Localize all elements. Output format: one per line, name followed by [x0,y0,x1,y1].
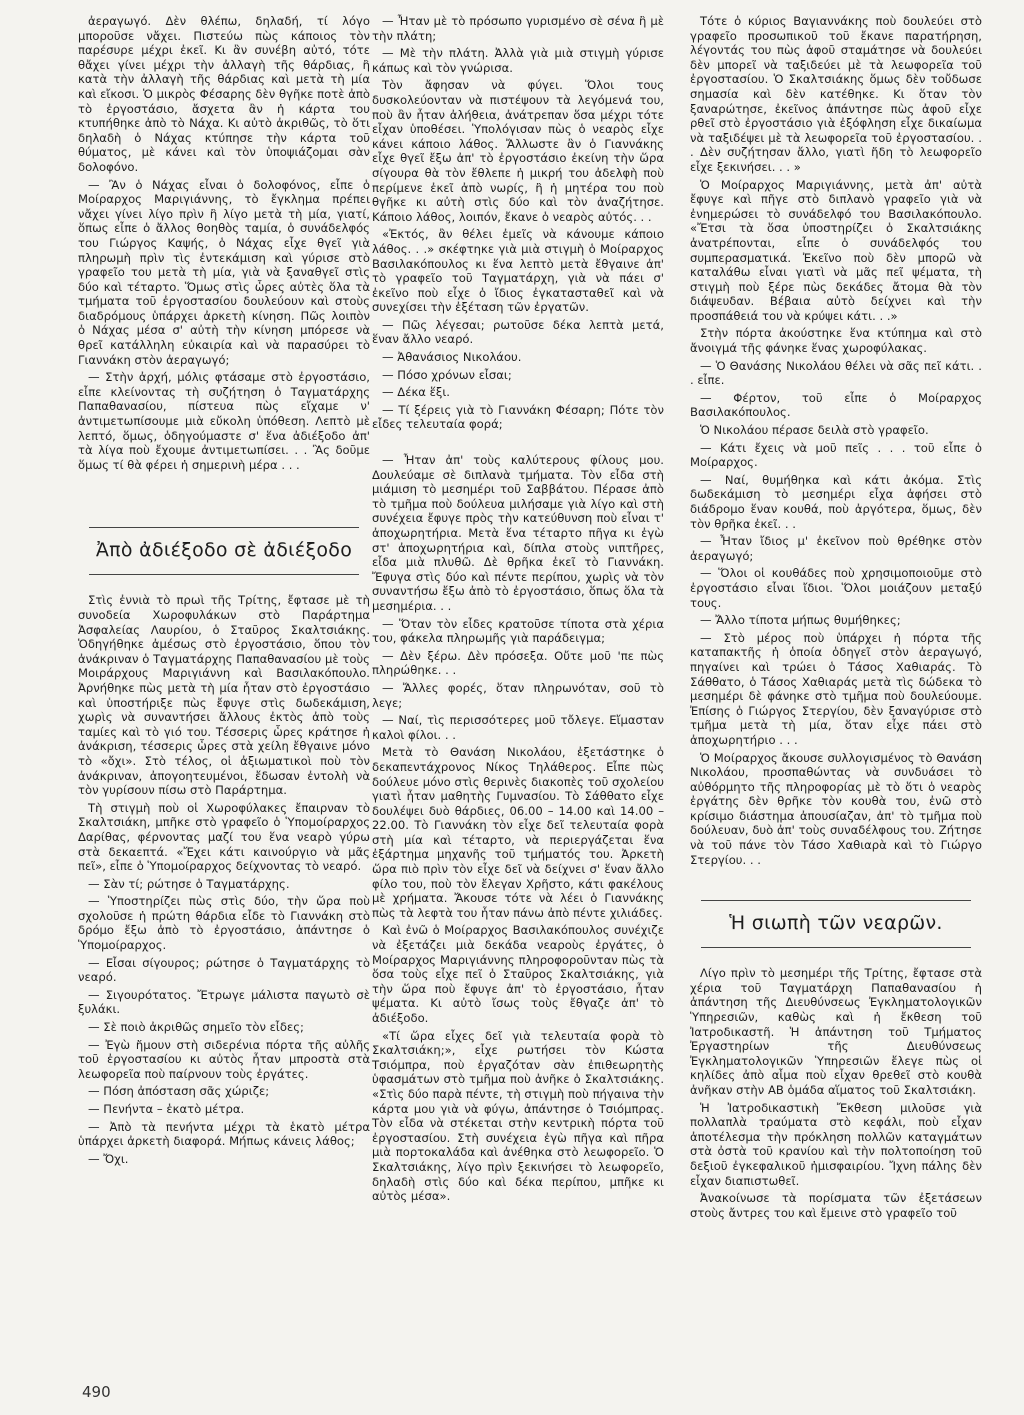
section-rule-top [89,527,359,528]
paragraph: — Σὲ ποιὸ ἀκριθῶς σημεῖο τὸν εἶδες; [88,1020,304,1035]
paragraph: — Σὰν τί; ρώτησε ὁ Ταγματάρχης. [88,876,290,891]
paragraph: — Πόση ἀπόσταση σᾶς χώριζε; [88,1084,270,1099]
paragraph: — Ὅλοι οἱ κουθάδες ποὺ χρησιμοποιοῦμε στὸ ἐργοστάσιο εἶναι ἴδιοι. Ὅλοι μοιάζουν μεταξύ τους. [690,566,982,610]
paragraph: — Πῶς λέγεσαι; ρωτοῦσε δέκα λεπτὰ μετά, ἕναν ἄλλο νεαρό. [372,317,664,347]
paragraph: Μετὰ τὸ Θανάση Νικολάου, ἐξετάστηκε ὁ δεκαπεντάχρονος Νίκος Τηλάθερος. Εἶπε πὼς δούλευε μόνο στὶς θερινὲς διακοπὲς τοῦ σχολείου γιατὶ ἦταν μαθητὴς Γυμνασίου. Τὸ Σάθθατο εἶχε δουλέψει δυὸ θάρδιες, 06.00 – 14.00 καὶ 14.00 – 22.00. Τὸ Γιαννάκη τὸν εἶχε δεῖ τελευταία φορὰ στὴ μία καὶ τέταρτο, νὰ περιεργάζεται ἕνα ἐξάρτημα μηχανῆς τοῦ τμήματός του. Ἀρκετὴ ὥρα πιὸ πρὶν τὸν εἶχε δεῖ νὰ δείχνει σ' ἕναν ἄλλο φίλο του, ποὺ τὸν ἔλεγαν Χρῆστο, κάτι φακέλους μὲ χρήματα. Ἄκουσε τότε νὰ λέει ὁ Γιαννάκης πὼς τὰ λεφτὰ του ἦταν πάνω ἀπὸ πέντε χιλιάδες. [372,745,664,920]
text-column-3 [690,14,982,1223]
paragraph: — Σιγουρότατος. Ἔτρωγε μάλιστα παγωτὸ σὲ ξυλάκι. [78,987,370,1017]
paragraph: — Κάτι ἔχεις νὰ μοῦ πεῖς . . . τοῦ εἶπε ὁ Μοίραρχος. [690,440,982,470]
paragraph: — Πόσο χρόνων εἶσαι; [382,367,512,382]
paragraph: — Πενήντα – ἑκατὸ μέτρα. [88,1102,245,1116]
paragraph: Ὁ Νικολάου πέρασε δειλὰ στὸ γραφεῖο. [700,423,929,438]
paragraph: — Ἦταν μὲ τὸ πρόσωπο γυρισμένο σὲ σένα ἢ μὲ τὴν πλάτη; [372,14,664,43]
paragraph: Τὴ στιγμὴ ποὺ οἱ Χωροφύλακες ἔπαιρναν τὸ Σκαλτσιάκη, μπῆκε στὸ γραφεῖο ὁ Ὑπομοίραρχος Δαρίθας, φέρνοντας μαζί του ἕνα νεαρὸ γύρω στὰ δεκαεπτά. «Ἔχει κάτι καινούργιο νὰ μᾶς πεῖ», εἶπε ὁ Ὑπομοίραρχος δείχνοντας τὸ νεαρό. [78,800,370,874]
paragraph: — Ἂν ὁ Νάχας εἶναι ὁ δολοφόνος, εἶπε ὁ Μοίραρχος Μαριγιάννης, τὸ ἔγκλημα πρέπει νἄχει γίνει λίγο πρὶν ἢ λίγο μετὰ τὴ μία, γιατί, ὅπως εἶπε ὁ ἄλλος θοηθὸς ταμία, ὁ συνάδελφός του Γιώργος Καψής, ὁ Νάχας εἶχε θγεῖ γιὰ πληρωμὴ πρὶν τὶς ἐντεκάμιση καὶ γύρισε στὸ γραφεῖο του μετὰ τὴ μία, γιὰ νὰ ξαναθγεῖ στὶς δύο καὶ τέταρτο. Ὅμως στὶς ὧρες αὐτὲς ὅλα τὰ τμήματα τοῦ ἐργοστασίου δουλεύουν καὶ στοὺς διαδρόμους ὑπάρχει ἀρκετὴ κίνηση. Πῶς λοιπὸν ὁ Νάχας μέσα σ' αὐτὴ τὴν κίνηση μπόρεσε νὰ θρεῖ κατάλληλη εὐκαιρία καὶ νὰ παρασύρει τὸ Γιαννάκη στὸν ἀεραγωγό; [78,177,370,367]
paragraph: — Τί ξέρεις γιὰ τὸ Γιαννάκη Φέσαρη; Πότε τὸν εἶδες τελευταία φορά; [372,402,664,432]
paragraph: Στὶς ἐννιὰ τὸ πρωὶ τῆς Τρίτης, ἔφτασε μὲ τὴ συνοδεία Χωροφυλάκων στὸ Παράρτημα Ἀσφαλείας Λαυρίου, ὁ Σταῦρος Σκαλτσιάκης. Ὁδηγήθηκε ἀμέσως στὸ ἐργοστάσιο, ὅπου τὸν ἀνάκριναν ὁ Ταγματάρχης Παπαθανασίου μὲ τοὺς Μοιράρχους Μαριγιάννη καὶ Βασιλακόπουλο. Ἀρνήθηκε πὼς μετὰ τὴ μία ἦταν στὸ ἐργοστάσιο καὶ ὑποστήριξε πὼς ἔφυγε στὶς δωδεκάμιση, χωρὶς νὰ συναντήσει ἄλλους ἐκτὸς ἀπὸ τοὺς ταμίες καὶ τὸ γιό του. Τέσσερις ὧρες κράτησε ἡ ἀνάκριση, τέσσερις ὧρες στὰ χείλη ἔθγαινε μόνο τὸ «ὄχι». Στὸ τέλος, οἱ ἀξιωματικοὶ ποὺ τὸν ἀνάκριναν, ἀπογοητευμένοι, ἔδωσαν ἐντολὴ νὰ τὸν γυρίσουν πίσω στὸ Παράρτημα. [78,593,370,798]
paragraph: Τότε ὁ κύριος Βαγιαννάκης ποὺ δουλεύει στὸ γραφεῖο προσωπικοῦ τοῦ ἔκανε παρατήρηση, λέγοντάς του πὼς ἀφοῦ σταμάτησε νὰ δουλεύει δὲν μπορεῖ νὰ ταξιδεύει μὲ τὰ λεωφορεῖα τοῦ ἐργοστασίου. Ὁ Σκαλτσιάκης ὅμως δὲν τοὔδωσε σημασία καὶ δὲν κατέθηκε. Κι ὅταν τὸν ξαναρώτησε, ἐκεῖνος ἀπάντησε πὼς ἀφοῦ εἶχε ρθεῖ στὸ ἐργοστάσιο γιὰ ἐξόφληση εἶχε δικαίωμα νὰ ταξιδέψει μὲ τὰ λεωφορεῖα τοῦ ἐργοστασίου. . . Δὲν συζήτησαν ἄλλο, γιατὶ ἤδη τὸ λεωφορεῖο εἶχε ξεκινήσει. . . » [690,14,982,174]
paragraph: — Εἶσαι σίγουρος; ρώτησε ὁ Ταγματάρχης τὸ νεαρό. [78,955,370,985]
paragraph: — Δὲν ξέρω. Δὲν πρόσεξα. Οὔτε μοῦ 'πε πὼς πληρώθηκε. . . [372,648,664,678]
column-2-text-b [372,453,664,1204]
column-3-text-b [690,966,982,1220]
paragraph: — Ἄλλες φορές, ὅταν πληρωνόταν, σοῦ τὸ λεγε; [372,680,664,710]
paragraph: — Ἦταν ἀπ' τοὺς καλύτερους φίλους μου. Δουλεύαμε σὲ διπλανὰ τμήματα. Τὸν εἶδα στὴ μιάμιση τὸ μεσημέρι τοῦ Σαββάτου. Πέρασε ἀπὸ τὸ τμῆμα ποὺ δούλευα μιλήσαμε γιὰ λίγο καὶ στὴ συνέχεια ἔφυγε πρὸς τὴν κατεύθυνση ποὺ εἶναι τ' ἀποχωρητήρια. Μετὰ ἕνα τέταρτο πῆγα κι ἐγὼ στ' ἀποχωρητήρια καὶ, δίπλα στοὺς νιπτῆρες, εἶδα μιὰ πλυθῶ. Δὲ θρῆκα ἐκεῖ τὸ Γιαννάκη. Ἔφυγα στὶς δύο καὶ πέντε περίπου, χωρὶς νὰ τὸν συναντήσω ἔξω ἀπὸ τὸ ἐργοστάσιο, ὅπως ὅλα τὰ μεσημέρια. . . [372,453,664,613]
section-rule-top-2 [701,900,971,901]
column-3-text-a [690,14,982,867]
text-column-1 [78,14,370,1169]
paragraph: «Τί ὥρα εἶχες δεῖ γιὰ τελευταία φορὰ τὸ Σκαλτσιάκη;», εἶχε ρωτήσει τὸν Κώστα Τσιόμπρα, ποὺ ἐργαζόταν σὰν ἐπιθεωρητὴς ὑφασμάτων στὸ τμῆμα ποὺ ἀνῆκε ὁ Σκαλτσιάκης. «Στὶς δύο παρὰ πέντε, τὴ στιγμὴ ποὺ πήγαινα τὴν κάρτα μου γιὰ νὰ φύγω, ἀπάντησε ὁ Τσιόμπρας. Τὸν εἶδα νὰ στέκεται στὴν κεντρικὴ πόρτα τοῦ ἐργοστασίου. Στὴ συνέχεια ἐγὼ πῆγα καὶ πῆρα μιὰ πορτοκαλάδα καὶ ἀνέθηκα στὸ λεωφορεῖο. Ὁ Σκαλτσιάκης, λίγο πρὶν ξεκινήσει τὸ λεωφορεῖο, δηλαδὴ στὶς δύο καὶ δέκα περίπου, μπῆκε κι αὐτὸς μέσα». [372,1028,664,1204]
paragraph: Ὁ Μοίραρχος Μαριγιάννης, μετὰ ἀπ' αὐτὰ ἔφυγε καὶ πῆγε στὸ διπλανὸ γραφεῖο γιὰ νὰ ἐνημερώσει τὸ συνάδελφό του Βασιλακόπουλο. «Ἔτσι τὰ ὅσα ὑποστηρίζει ὁ Σκαλτσιάκης ἀνατρέπονται, εἶπε ὁ συνάδελφός του συμπερασματικά. Ἐκεῖνο ποὺ δὲν μπορῶ νὰ καταλάθω εἶναι γιατὶ νὰ μᾶς πεῖ ψέματα, τὴ στιγμὴ ποὺ ξέρε πὼς δεκάδες ἄτομα θὰ τὸν διάψευδαν. Βέβαια αὐτὸ δείχνει καὶ τὴν προσπάθειά του νὰ κρύψει κάτι. . .» [690,177,982,323]
column-1-text-a [78,14,370,472]
paragraph: Ὁ Μοίραρχος ἄκουσε συλλογισμένος τὸ Θανάση Νικολάου, προσπαθώντας νὰ συνδυάσει τὸ αὐθόρμητο τῆς πληροφορίας μὲ τὸ ὅτι ὁ νεαρὸς ἐργάτης δὲν θρῆκε τὸν κουθὰ του, ἐνῶ στὸ κρίσιμο διάστημα ἀπουσίαζαν, ἀπ' τὸ τμῆμα ποὺ δούλευαν, δυὸ ἀπ' τοὺς συναδέλφους του. Ζήτησε νὰ τοῦ πάνε τὸν Τάσο Χαθιαρὰ καὶ τὸ Γιώργο Στεργίου. . . [690,750,982,867]
paragraph: — Στὴν ἀρχή, μόλις φτάσαμε στὸ ἐργοστάσιο, εἶπε κλείνοντας τὴ συζήτηση ὁ Ταγματάρχης Παπαθανασίου, πίστευα πὼς εἴχαμε ν' ἀντιμετωπίσουμε μιὰ εὔκολη ὑπόθεση. Λεπτὸ μὲ λεπτό, ὅμως, ὁδηγούμαστε σ' ἕνα ἀδιέξοδο ἀπ' τὰ λίγα ποὺ ἔχουμε ἀντιμετωπίσει. . . Ἂς δοῦμε ὅμως τί θὰ φέρει ἡ σημερινὴ μέρα . . . [78,370,370,472]
paragraph: — Ἦταν ἴδιος μ' ἐκεῖνον ποὺ θρέθηκε στὸν ἀεραγωγό; [690,534,982,563]
paragraph: — Ἄλλο τίποτα μήπως θυμήθηκες; [700,613,901,628]
paragraph: ἀεραγωγό. Δὲν θλέπω, δηλαδή, τί λόγο μποροῦσε νἄχει. Πιστεύω πὼς κάποιος τὸν παρέσυρε μέχρι ἐκεῖ. Κι ἂν συνέβη αὐτό, τότε θἄχει γίνει μέχρι τὴν ἀλλαγὴ τῆς θάρδιας, ἢ κατὰ τὴν ἀλλαγὴ τῆς θάρδιας καὶ μετὰ τὴ μία καὶ εἴκοσι. Ὁ μικρὸς Φέσαρης δὲν θγῆκε ποτὲ ἀπὸ τὸ ἐργοστάσιο, ἄσχετα ἂν ἡ κάρτα του κτυπήθηκε ἀπὸ τὸ Νάχα. Κι αὐτὸ ἀκριθῶς, τὸ ὅτι δηλαδὴ ὁ Νάχας κτύπησε τὴν κάρτα τοῦ θύματος, μὲ κάνει καὶ τὸν ὑποψιάζομαι σὰν δολοφόνο. [78,14,370,174]
paragraph: — Ἀπὸ τὰ πενήντα μέχρι τὰ ἑκατὸ μέτρα ὑπάρχει ἀρκετὴ διαφορά. Μήπως κάνεις λάθος; [78,1119,370,1149]
paragraph: — Ναί, τὶς περισσότερες μοῦ τὄλεγε. Εἴμασταν καλοὶ φίλοι. . . [372,713,664,742]
section-title: Ἀπὸ ἀδιέξοδο σὲ ἀδιέξοδο [95,539,353,562]
text-column-2 [372,14,664,1207]
paragraph: Καὶ ἐνῶ ὁ Μοίραρχος Βασιλακόπουλος συνέχιζε νὰ ἐξετάζει μιὰ δεκάδα νεαροὺς ἐργάτες, ὁ Μοίραρχος Μαριγιάννης πληροφοροῦνταν πὼς τὰ ὅσα τοὺς εἶχε πεῖ ὁ Σταῦρος Σκαλτσιάκης, γιὰ τὴν ὥρα ποὺ ἔφυγε ἀπ' τὸ ἐργοστάσιο, ἦταν ψέματα. Κι αὐτὸ ἴσως τοὺς ἔθγαζε ἀπ' τὸ ἀδιέξοδο. [372,923,664,1025]
paragraph: — Ναί, θυμήθηκα καὶ κάτι ἀκόμα. Στὶς δωδεκάμιση τὸ μεσημέρι εἶχα ἀφήσει στὸ διάδρομο ἕναν κουθά, ποὺ ἀργότερα, ὅμως, δὲν τὸν θρῆκα ἐκεῖ. . . [690,472,982,531]
section-title-2: Ἡ σιωπὴ τῶν νεαρῶν. [729,912,943,935]
paragraph: Λίγο πρὶν τὸ μεσημέρι τῆς Τρίτης, ἔφτασε στὰ χέρια τοῦ Ταγματάρχη Παπαθανασίου ἡ ἀπάντηση τῆς Διευθύνσεως Ἐγκληματολογικῶν Ὑπηρεσιῶν, καθὼς καὶ ἡ ἔκθεση τοῦ Ἰατροδικαστῆ. Ἡ ἀπάντηση τοῦ Τμήματος Ἐργαστηρίων τῆς Διευθύνσεως Ἐγκληματολογικῶν Ὑπηρεσιῶν ἔλεγε πὼς οἱ κηλίδες ἀπὸ αἷμα ποὺ εἶχαν θρεθεῖ στὸ κουθὰ ἀνῆκαν στὴν ΑΒ ὁμάδα αἵματος τοῦ Σκαλτσιάκη. [690,966,982,1097]
column-1-text-b [78,593,370,1166]
paragraph: — Στὸ μέρος ποὺ ὑπάρχει ἡ πόρτα τῆς καταπακτῆς ἡ ὁποία ὁδηγεῖ στὸν ἀεραγωγό, πηγαίνει καὶ τρώει ὁ Τάσος Χαθιαράς. Τὸ Σάθθατο, ὁ Τάσος Χαθιαράς μετὰ τὶς δώδεκα τὸ μεσημέρι δὲ φάνηκε στὸ τμῆμα ποὺ δουλεύουμε. Ἐπίσης ὁ Γιώργος Στεργίου, δὲν ξαναγύρισε στὸ τμῆμα μετὰ τὴ μία, ὅταν εἶχε πάει στὸ ἀποχωρητήριο . . . [690,630,982,747]
paragraph: — Ἐγὼ ἤμουν στὴ σιδερένια πόρτα τῆς αὐλῆς τοῦ ἐργοστασίου κι αὐτὸς ἦταν μπροστὰ στὰ λεωφορεῖα ποὺ παίρνουν τοὺς ἐργάτες. [78,1037,370,1081]
paragraph: — Ὅταν τὸν εἶδες κρατοῦσε τίποτα στὰ χέρια του, φάκελα πληρωμῆς γιὰ παράδειγμα; [372,616,664,646]
paragraph: — Δέκα ἕξι. [382,385,450,400]
paragraph: — Ὑποστηρίζει πὼς στὶς δύο, τὴν ὥρα ποὺ σχολοῦσε ἡ πρώτη θάρδια εἶδε τὸ Γιαννάκη στὸ δρόμο ἔξω ἀπὸ τὸ ἐργοστάσιο, ἀπάντησε ὁ Ὑπομοίραρχος. [78,894,370,953]
paragraph: Στὴν πόρτα ἀκούστηκε ἕνα κτύπημα καὶ στὸ ἄνοιγμά τῆς φάνηκε ἕνας χωροφύλακας. [690,326,982,356]
column-2-text-a [372,14,664,432]
paragraph: — Μὲ τὴν πλάτη. Ἀλλὰ γιὰ μιὰ στιγμὴ γύρισε κάπως καὶ τὸν γνώρισα. [372,46,664,75]
paragraph: Ἡ Ἰατροδικαστικὴ Ἔκθεση μιλοῦσε γιὰ πολλαπλὰ τραύματα στὸ κεφάλι, ποὺ εἶχαν ἀποτέλεσμα τὴν πρόκληση πολλῶν καταγμάτων στὰ ὀστὰ τοῦ κρανίου καὶ τὴν πολτοποίηση τοῦ δεξιοῦ ἐγκεφαλικοῦ ἡμισφαιρίου. Ἴχνη πάλης δὲν εἶχαν διαπιστωθεῖ. [690,1100,982,1188]
paragraph: — Ὄχι. [88,1151,129,1166]
paragraph: — Φέρτον, τοῦ εἶπε ὁ Μοίραρχος Βασιλακόπουλος. [690,390,982,420]
page-number: 490 [82,1383,111,1401]
paragraph: — Ἀθανάσιος Νικολάου. [382,350,522,365]
paragraph: Ἀνακοίνωσε τὰ πορίσματα τῶν ἐξετάσεων στοὺς ἄντρες του καὶ ἔμεινε στὸ γραφεῖο τοῦ [690,1191,982,1220]
paragraph: «Ἐκτός, ἂν θέλει ἐμεῖς νὰ κάνουμε κάποιο λάθος. . .» σκέφτηκε γιὰ μιὰ στιγμὴ ὁ Μοίραρχος Βασιλακόπουλος κι ἕνα λεπτὸ μετὰ ἔθγαινε ἀπ' τὸ γραφεῖο τοῦ Ταγματάρχη, γιὰ νὰ πάει σ' ἐκεῖνο ποὺ εἶχε ὁ ἴδιος ἐγκατασταθεῖ καὶ νὰ συνεχίσει τὴν ἐξέταση τῶν ἐργατῶν. [372,227,664,315]
paragraph: — Ὁ Θανάσης Νικολάου θέλει νὰ σᾶς πεῖ κάτι. . . εἶπε. [690,358,982,388]
paragraph: Τὸν ἄφησαν νὰ φύγει. Ὅλοι τους δυσκολεύονταν νὰ πιστέψουν τὰ λεγόμενά του, ποὺ ἂν ἦταν ἀλήθεια, ἀνάτρεπαν ὅσα μέχρι τότε εἶχαν ὑποθέσει. Ὑπολόγισαν πὼς ὁ νεαρὸς εἶχε κάνει κάποιο λάθος. Ἄλλωστε ἂν ὁ Γιαννάκης εἶχε θγεῖ ἔξω ἀπ' τὸ ἐργοστάσιο ἐκείνη τὴν ὥρα σίγουρα θὰ τὸν ἔθλεπε ἡ μικρή του ἀδελφὴ ποὺ περίμενε ἐκεῖ ἀπὸ νωρίς, ἢ ἡ μητέρα του ποὺ θγῆκε κι αὐτὴ στὶς δύο καὶ τὸν ἀναζήτησε. Κάποιο λάθος, λοιπόν, ἔκανε ὁ νεαρὸς αὐτός. . . [372,78,664,224]
